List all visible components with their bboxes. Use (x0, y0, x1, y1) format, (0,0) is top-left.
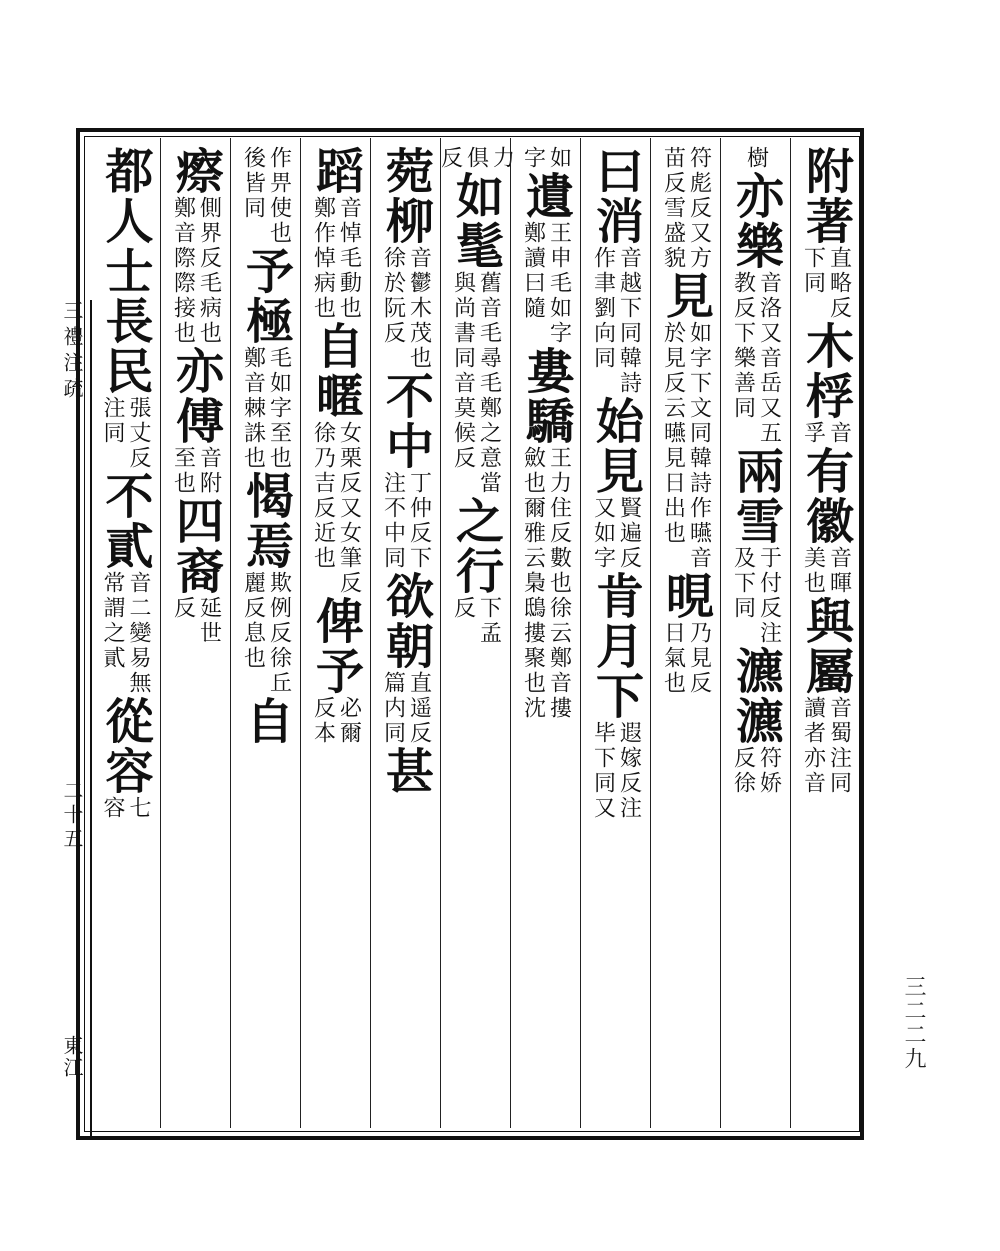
annotation (450, 596, 502, 646)
annotation (590, 246, 642, 396)
annotation-line: 乃見反 (686, 621, 712, 696)
annotation-line: 日氣也 (660, 621, 686, 696)
text-column (160, 138, 230, 1128)
annotation-line: 徐於阮反 (380, 246, 406, 346)
headword: 不中 (377, 371, 434, 471)
annotation (800, 546, 852, 596)
annotation-line: 直略反 (826, 246, 852, 321)
annotation-line: 音悼毛動也 (336, 196, 362, 321)
annotation (590, 721, 642, 821)
annotation-line: 與尚書同音莫候反 (450, 271, 476, 471)
annotation-line: 常謂之貳 (100, 571, 125, 671)
annotation-line: 反 (437, 146, 463, 171)
annotation-line: 下同 (800, 246, 826, 296)
annotation-line: 于付反注 (756, 546, 782, 646)
headword: 始見 (587, 396, 644, 496)
annotation-line: 反徐 (730, 746, 756, 796)
annotation-line: 注同 (100, 396, 125, 446)
annotation-line: 必爾 (336, 696, 362, 746)
headword: 都人士長民 (97, 146, 153, 396)
annotation-line: 又如字 (590, 496, 616, 571)
annotation (99, 796, 151, 821)
annotation-line: 音 (826, 421, 852, 446)
annotation-line: 遐嫁反注 (616, 721, 642, 821)
annotation-line: 教反下樂善同 (730, 271, 756, 421)
annotation (660, 321, 712, 571)
annotation-line: 王申毛如字 (546, 221, 572, 346)
annotation-line: 音暉 (826, 546, 852, 596)
annotation-line: 音洛又音岳又五 (756, 271, 782, 446)
annotation (310, 696, 362, 746)
annotation (730, 746, 782, 796)
annotation (310, 196, 362, 321)
headword: 欲朝 (377, 571, 434, 671)
headword: 自暱 (307, 321, 364, 421)
annotation-line: 如 (546, 146, 572, 171)
headword: 瘵 (167, 146, 224, 196)
text-column (300, 138, 370, 1128)
text-column (720, 138, 790, 1128)
annotation-line: 反 (170, 596, 196, 621)
headword: 愒焉 (237, 471, 294, 571)
text-column (370, 138, 440, 1128)
headword: 婁驕 (517, 346, 574, 446)
annotation-line: 直遥反 (406, 671, 432, 746)
headword: 四裔 (167, 496, 224, 596)
annotation-line: 注不中同 (380, 471, 406, 571)
annotation (380, 246, 432, 371)
annotation-line: 如字下文同韓詩作曣音 (686, 321, 712, 571)
annotation-line: 鄭音棘誅也 (240, 346, 266, 471)
headword: 自 (237, 696, 294, 746)
headword: 不貳 (97, 471, 153, 571)
annotation-line: 徐乃吉反近也 (310, 421, 336, 571)
annotation-line: 樹 (743, 146, 769, 171)
headword: 肯月下 (587, 571, 644, 721)
annotation-line: 毛如字至也 (266, 346, 292, 471)
spine-mark: 東江 (60, 1035, 84, 1079)
annotation (730, 546, 782, 646)
headword: 兩雪 (727, 446, 784, 546)
headword: 甚 (377, 746, 434, 796)
headword: 瀌瀌 (727, 646, 784, 746)
headword: 亦樂 (727, 171, 784, 271)
annotation (590, 496, 642, 571)
text-column (650, 138, 720, 1128)
annotation (99, 571, 151, 696)
text-column (580, 138, 650, 1128)
text-columns (88, 138, 860, 1128)
annotation-line: 張丈反 (126, 396, 151, 471)
annotation-line: 鄭讀曰隨 (520, 221, 546, 321)
annotation-line: 孚 (800, 421, 826, 446)
annotation (450, 271, 502, 496)
annotation (170, 596, 222, 646)
annotation-line: 斂也爾雅云梟鴟摟聚也沈 (520, 446, 546, 721)
annotation (800, 421, 852, 446)
annotation (520, 221, 572, 346)
annotation (99, 396, 151, 471)
annotation-line: 篇内同 (380, 671, 406, 746)
annotation-line: 丁仲反下 (406, 471, 432, 571)
headword: 晛 (657, 571, 714, 621)
headword: 如髦 (447, 171, 504, 271)
annotation (240, 146, 292, 246)
annotation-line: 鄭作悼病也 (310, 196, 336, 321)
annotation-line: 於見反云曣見日出也 (660, 321, 686, 546)
annotation (660, 621, 712, 696)
headword: 予極 (237, 246, 294, 346)
annotation-line: 字 (520, 146, 546, 171)
annotation-line: 王力住反數也徐云鄭音摟 (546, 446, 572, 721)
margin-spine (58, 300, 88, 1140)
annotation (310, 421, 362, 596)
annotation-line: 毕下同又 (590, 721, 616, 821)
annotation (170, 446, 222, 496)
text-column (90, 138, 160, 1128)
headword: 亦傅 (167, 346, 224, 446)
text-column (437, 138, 515, 1128)
annotation-line: 讀者亦音 (800, 696, 826, 796)
annotation-line: 苗反雪盛貌 (660, 146, 686, 271)
annotation (380, 671, 432, 746)
annotation-line: 音二變易無 (126, 571, 151, 696)
annotation-line: 欺例反徐丘 (266, 571, 292, 696)
annotation (800, 696, 852, 796)
headword: 附著 (797, 146, 854, 246)
headword: 見 (657, 271, 714, 321)
annotation-line: 俱 (463, 146, 489, 171)
headword: 蹈 (307, 146, 364, 196)
spine-leaf-number: 二十五 (60, 780, 84, 852)
annotation-line: 作畀使也 (266, 146, 292, 246)
annotation-line: 符彪反又方 (686, 146, 712, 271)
annotation (800, 246, 852, 321)
headword: 遺 (517, 171, 574, 221)
annotation-line: 賢遍反 (616, 496, 642, 571)
annotation (743, 146, 769, 171)
annotation-line: 音附 (196, 446, 222, 496)
annotation-line: 反 (450, 596, 476, 621)
annotation (520, 146, 572, 171)
annotation-line: 及下同 (730, 546, 756, 621)
annotation (380, 471, 432, 571)
annotation (660, 146, 712, 271)
headword: 木桴 (797, 321, 854, 421)
annotation (730, 271, 782, 446)
annotation (170, 196, 222, 346)
annotation (240, 346, 292, 471)
annotation-line: 符娇 (756, 746, 782, 796)
annotation-line: 七 (126, 796, 151, 821)
headword: 有徽 (797, 446, 854, 546)
annotation-line: 鄭音際際接也 (170, 196, 196, 346)
annotation (240, 571, 292, 696)
page-number: 三二二九 (901, 975, 926, 1071)
headword: 之行 (447, 496, 504, 596)
text-column (230, 138, 300, 1128)
annotation (520, 446, 572, 721)
text-column (510, 138, 580, 1128)
headword: 曰消 (587, 146, 644, 246)
headword: 與屬 (797, 596, 854, 696)
headword: 從容 (97, 696, 153, 796)
annotation-line: 力 (489, 146, 515, 171)
annotation-line: 女栗反又女筆反 (336, 421, 362, 596)
annotation-line: 後皆同 (240, 146, 266, 221)
annotation-line: 至也 (170, 446, 196, 496)
headword: 俾予 (307, 596, 364, 696)
annotation-line: 音鬱木茂也 (406, 246, 432, 371)
spine-title: 三禮注疏 (60, 300, 84, 404)
annotation-line: 舊音毛尋毛鄭之意當 (476, 271, 502, 496)
annotation-line: 作聿劉向同 (590, 246, 616, 371)
annotation-line: 反本 (310, 696, 336, 746)
annotation-line: 下孟 (476, 596, 502, 646)
annotation-line: 延世 (196, 596, 222, 646)
annotation (437, 146, 515, 171)
headword: 菀柳 (377, 146, 434, 246)
annotation-line: 音越下同韓詩 (616, 246, 642, 396)
annotation-line: 側界反毛病也 (196, 196, 222, 346)
text-column (790, 138, 860, 1128)
annotation-line: 美也 (800, 546, 826, 596)
annotation-line: 音蜀注同 (826, 696, 852, 796)
annotation-line: 容 (100, 796, 125, 821)
annotation-line: 麗反息也 (240, 571, 266, 671)
